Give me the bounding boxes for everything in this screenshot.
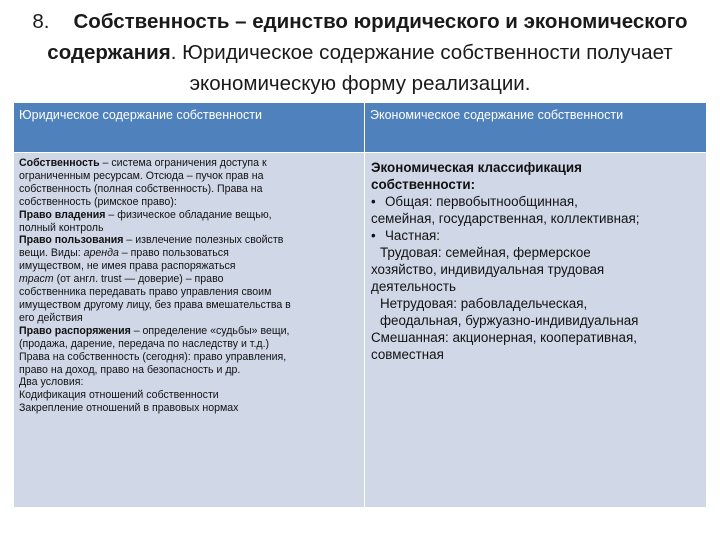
nonlabor-line: Нетрудовая: рабовладельческая, [380,296,588,311]
text-line: имуществом другому лицу, без права вмешательства в [19,298,291,311]
text-line: Кодификация отношений собственности [19,389,219,402]
labor-line-cont: деятельность [371,279,456,294]
possession-term: Право владения [19,208,106,221]
rent-term: аренда [83,247,119,260]
text-line: (продажа, дарение, передача по наследству и т.д.) [19,337,270,350]
ownership-term: Собственность [19,157,100,169]
possession-def: – физическое обладание вещью, [105,208,272,221]
text-line: собственность (римское право): [19,195,177,208]
heading-rest: . Юридическое содержание собственности получает экономическую форму реализации. [170,41,673,95]
disposal-line [19,325,360,338]
heading-bold: Собственность – единство юридического и экономического содержания [47,10,688,64]
slide-number: 8. [32,10,50,33]
general-line [371,193,700,210]
disposal-def: – определение «судьбы» вещи, [130,324,290,337]
use-def: – извлечение полезных свойств [123,234,284,247]
classification-title-cont: собственности: [371,177,476,192]
general-text: Общая: первобытнообщинная, [385,194,578,209]
labor-line: Трудовая: семейная, фермерское [380,245,591,260]
trust-def: (от англ. trust — доверие) – право [53,273,224,286]
rent-def: – право пользоваться [118,247,229,260]
ownership-def: – система ограничения доступа к [99,157,267,169]
text-line: собственность (полная собственность). Права на [19,182,263,195]
labor-line-cont: хозяйство, индивидуальная трудовая [371,262,605,277]
use-kinds: вещи. Виды: [19,247,84,260]
header-legal: Юридическое содержание собственности [14,103,365,153]
mixed-line: Смешанная: акционерная, кооперативная, [371,330,637,345]
header-economic: Экономическое содержание собственности [365,103,707,153]
text-line: собственника передавать право управления своим [19,286,272,299]
use-term: Право пользования [19,234,124,247]
text-line: полный контроль [19,221,104,234]
rent-line [19,247,360,260]
private-text: Частная: [385,228,441,243]
text-line: Закрепление отношений в правовых нормах [19,402,239,415]
bullet-icon: • [371,228,376,243]
table-header-row [14,103,707,153]
content-table [13,102,707,508]
text-line: Права на собственность (сегодня): право управления, [19,350,287,363]
text-line: имуществом, не имея права распоряжаться [19,260,236,273]
table-body-row [14,153,707,508]
bullet-icon: • [371,194,376,209]
possession-line [19,209,360,222]
use-line [19,234,360,247]
economic-content-cell [365,153,707,508]
text-line: ограниченным ресурсам. Отсюда – пучок прав на [19,169,264,182]
trust-term: траст [19,273,54,286]
text-line: его действия [19,311,83,324]
slide-heading [22,6,698,99]
disposal-term: Право распоряжения [19,324,131,337]
legal-content-cell [14,153,365,508]
mixed-line-cont: совместная [371,347,444,362]
general-text-cont: семейная, государственная, коллективная; [371,211,640,226]
private-line [371,227,700,244]
classification-title: Экономическая классификация [371,160,582,175]
text-line: Два условия: [19,376,84,389]
text-line: право на доход, право на безопасность и др. [19,363,241,376]
nonlabor-line-cont: феодальная, буржуазно-индивидуальная [380,313,639,328]
ownership-line [19,157,360,170]
trust-line [19,273,360,286]
